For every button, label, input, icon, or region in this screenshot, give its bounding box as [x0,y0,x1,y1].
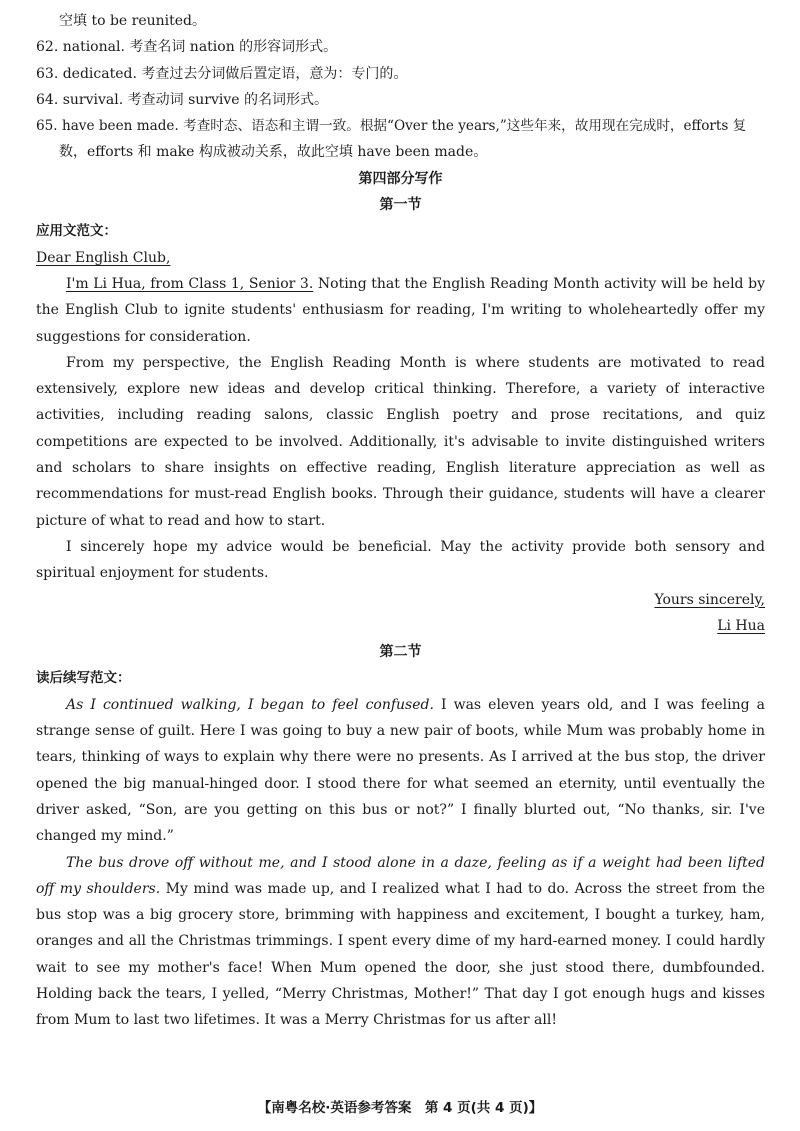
part4-title: 第四部分写作 [358,170,443,187]
page-footer: 【南粤名校·英语参考答案 第 4 页(共 4 页)】 [257,1100,543,1116]
answer-65-line1: 65. have been made. 考查时态、语态和主谓一致。根据“Over the years,”这些年来，故用现在完成时，efforts 复 [36,118,747,135]
letter-paragraph-1 [36,271,765,350]
letter-paragraph-3: I sincerely hope my advice would be beneficial. May the activity provide both sensory and spiritual enjoyment for students. [36,538,765,582]
answer-63: 63. dedicated. 考查过去分词做后置定语，意为：专门的。 [36,65,408,82]
answer-64: 64. survival. 考查动词 survive 的名词形式。 [36,91,329,108]
signature-text: Li Hua [717,617,765,634]
story-paragraph-2 [36,850,765,1034]
section2-title: 第二节 [379,644,422,661]
letter-closing [36,587,765,613]
closing-text: Yours sincerely, [654,591,765,608]
answer-62: 62. national. 考查名词 nation 的形容词形式。 [36,39,338,56]
story-p2-rest: My mind was made up, and I realized what I had to do. Across the street from the bus stop was a big grocery store, brimming with happiness and excitement, I bought a turkey, ham, oranges and all the Christmas trimmings. I spent every dime of my hard-earned money. I could hardly wait to see my mother's face! When Mum opened the door, she just stood there, dumbfounded. Holding back the tears, I yelled, “Merry Christmas, Mother!” That day I got enough hugs and kisses from Mum to last two lifetimes. It was a Merry Christmas for us after all! [36,880,765,1029]
self-intro: I'm Li Hua, from Class 1, Senior 3. [66,275,314,292]
section1-label: 应用文范文： [36,223,117,240]
story-p2-given-sentence: The bus drove off without me, and I stood alone in a daze, feeling as if a weight had been lifted off my shoulders. [36,854,765,897]
greeting-text: Dear English Club, [36,249,171,266]
section1-title: 第一节 [379,197,422,214]
story-p1-given-sentence: As I continued walking, I began to feel confused. [66,696,434,713]
page-content [36,8,765,1034]
answer-65-line2: 数，efforts 和 make 构成被动关系，故此空填 have been made。 [59,144,488,161]
story-p1-rest: I was eleven years old, and I was feeling a strange sense of guilt. Here I was going to buy a new pair of boots, while Mum was probably home in tears, thinking of ways to explain why there were no presents. As I arrived at the bus stop, the driver opened the big manual-hinged door. I stood there for what seemed an eternity, until eventually the driver asked, “Son, are you getting on this bus or not?” I finally blurted out, “No thanks, sir. I've changed my mind.” [36,696,765,845]
letter-paragraph-2: From my perspective, the English Reading Month is where students are motivated to read extensively, explore new ideas and develop critical thinking. Therefore, a variety of interactive activities, including reading salons, classic English poetry and prose recitations, and quiz competitions are expected to be involved. Additionally, it's advisable to invite distinguished writers and scholars to share insights on effective reading, English literature appreciation as well as recommendations for must-read English books. Through their guidance, students will have a clearer picture of what to read and how to start. [36,354,765,529]
answer-continuation: 空填 to be reunited。 [59,13,207,29]
p1-rest: Noting that the English Reading Month activity will be held by the English Club to ignite students' enthusiasm for reading, I'm writing to wholeheartedly offer my suggestions for consideration. [36,275,765,345]
story-paragraph-1 [36,692,765,850]
letter-signature [36,613,765,639]
letter-greeting [36,245,765,271]
section2-label: 读后续写范文： [36,670,131,687]
